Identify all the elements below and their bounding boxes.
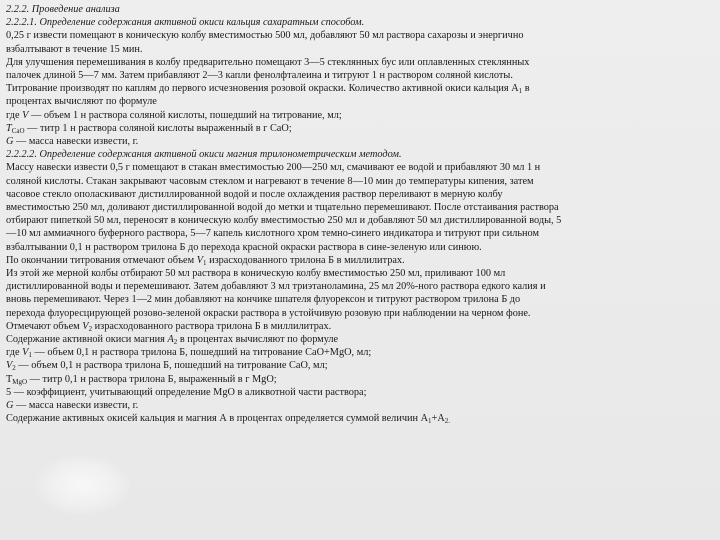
subscript: 1 bbox=[518, 87, 523, 96]
text-line: 0,25 г извести помещают в коническую колбу вместимостью 500 мл, добавляют 50 мл раствора сахарозы и энергично bbox=[6, 30, 524, 42]
subscript: 1 bbox=[428, 417, 432, 426]
text-span: в процентах вычисляют по формуле bbox=[177, 334, 339, 346]
text-line: отбирают пипеткой 50 мл, переносят в коническую колбу вместимостью 250 мл и добавляют 50 мл дистиллированной воды, 5 bbox=[6, 215, 562, 227]
text-line: Массу навески извести 0,5 г помещают в стакан вместимостью 200—250 мл, смачивают ее водой и прибавляют 30 мл 1 н bbox=[6, 162, 541, 174]
subsection-heading-mgo: 2.2.2.2. Определение содержания активной окиси магния трилонометрическим методом. bbox=[6, 149, 402, 161]
text-span: Отмечают объем bbox=[6, 320, 83, 332]
text-line bbox=[6, 373, 714, 386]
text-line bbox=[6, 399, 714, 412]
text-span: По окончании титрования отмечают объем bbox=[6, 254, 197, 266]
subsection-heading-cao: 2.2.2.1. Определение содержания активной окиси кальция сахаратным способом. bbox=[6, 17, 365, 29]
text-line: часовое стекло ополаскивают дистиллированной водой и после охлаждения раствор переливают в мерную колбу bbox=[6, 188, 503, 200]
text-line bbox=[6, 135, 714, 148]
text-span: Содержание активной окиси магния bbox=[6, 334, 168, 346]
text-span: — титр 1 н раствора соляной кислоты выраженный в г СаО; bbox=[24, 122, 292, 134]
subscript: 2 bbox=[12, 364, 16, 373]
variable: V bbox=[196, 254, 203, 266]
variable: V bbox=[6, 360, 13, 372]
text-span: — масса навески извести, г. bbox=[13, 136, 139, 148]
text-span: — титр 0,1 н раствора трилона Б, выраженный в г MgO; bbox=[27, 373, 277, 385]
text-span: где bbox=[6, 109, 23, 121]
text-line bbox=[6, 109, 714, 122]
text-line: процентах вычисляют по формуле bbox=[6, 96, 157, 108]
text-line bbox=[6, 346, 714, 359]
text-line: Из этой же мерной колбы отбирают 50 мл раствора в коническую колбу вместимостью 250 мл, приливают 100 мл bbox=[6, 268, 506, 280]
variable: V bbox=[22, 347, 29, 359]
text-line bbox=[6, 122, 714, 135]
text-span: израсходованного раствора трилона Б в миллилитрах. bbox=[92, 320, 332, 332]
text-line bbox=[6, 412, 714, 425]
variable: V bbox=[82, 320, 89, 332]
text-line bbox=[6, 82, 714, 95]
text-line: палочек длиной 5—7 мм. Затем прибавляют 2—3 капли фенолфталеина и титруют 1 н раствором соляной кислоты. bbox=[6, 70, 513, 82]
faded-watermark bbox=[35, 455, 130, 515]
text-span: израсходованного трилона Б в миллилитрах. bbox=[206, 254, 405, 266]
text-line: вновь перемешивают. Через 1—2 мин добавляют на кончике шпателя флуорексон и титруют раствором трилона Б до bbox=[6, 294, 521, 306]
text-span: где bbox=[6, 347, 23, 359]
subscript: 1 bbox=[203, 258, 207, 267]
text-line bbox=[6, 359, 714, 372]
text-span: Содержание активных окисей кальция и магния А в процентах определяется суммой величин А bbox=[6, 413, 429, 425]
text-span: +А bbox=[431, 413, 445, 425]
text-line: соляной кислоты. Стакан закрывают часовым стеклом и нагревают в течение 8—10 мин до температуры кипения, затем bbox=[6, 175, 534, 187]
subscript: 2. bbox=[444, 417, 451, 426]
subscript: 1 bbox=[28, 351, 32, 360]
text-line bbox=[6, 333, 714, 346]
subscript: CaO bbox=[11, 126, 25, 135]
section-heading: 2.2.2. Проведение анализа bbox=[6, 4, 120, 15]
subscript: MgO bbox=[12, 377, 28, 386]
text-line: перехода флуоресцирующей розово-зеленой окраски раствора в устойчивую розовую при наблюдении на черном фоне. bbox=[6, 307, 531, 319]
text-line: —10 мл аммиачного буферного раствора, 5—7 капель кислотного хром темно-синего индикатора и титруют при сильном bbox=[6, 228, 540, 240]
text-span: — масса навески извести, г. bbox=[13, 400, 139, 412]
variable: G bbox=[6, 400, 14, 412]
text-span: — объем 0,1 н раствора трилона Б, пошедший на титрование СаО, мл; bbox=[15, 360, 328, 372]
text-span: Титрование производят по каплям до первого исчезновения розовой окраски. Количество активной окиси кальция А bbox=[6, 83, 519, 95]
text-span: Т bbox=[6, 373, 13, 385]
subscript: 2 bbox=[173, 338, 178, 347]
text-span: в bbox=[522, 83, 530, 95]
variable: T bbox=[6, 122, 12, 134]
text-line bbox=[6, 254, 714, 267]
variable: G bbox=[6, 136, 14, 148]
text-line: взбалтывают в течение 15 мин. bbox=[6, 43, 143, 55]
text-line: 5 — коэффициент, учитывающий определение MgO в аликвотной части раствора; bbox=[6, 386, 367, 398]
text-span: — объем 0,1 н раствора трилона Б, пошедший на титрование СаО+MgO, мл; bbox=[31, 347, 372, 359]
subscript: 2 bbox=[88, 324, 93, 333]
text-line: взбалтывании 0,1 н раствором трилона Б до перехода красной окраски раствора в сине-зеленую или синюю. bbox=[6, 241, 482, 253]
text-line bbox=[6, 320, 714, 333]
variable: V bbox=[22, 109, 29, 121]
text-span: — объем 1 н раствора соляной кислоты, пошедший на титрование, мл; bbox=[28, 109, 342, 121]
variable: А bbox=[167, 334, 174, 346]
text-line: вместимостью 250 мл, доливают дистиллированной водой до метки и тщательно перемешивают. После отстаивания раствора bbox=[6, 202, 559, 214]
text-line: Для улучшения перемешивания в колбу предварительно помещают 3—5 стеклянных бус или оплавленных стеклянных bbox=[6, 56, 530, 68]
text-line: дистиллированной воды и перемешивают. Затем добавляют 3 мл триэтаноламина, 25 мл 20%-ного раствора едкого калия и bbox=[6, 281, 546, 293]
